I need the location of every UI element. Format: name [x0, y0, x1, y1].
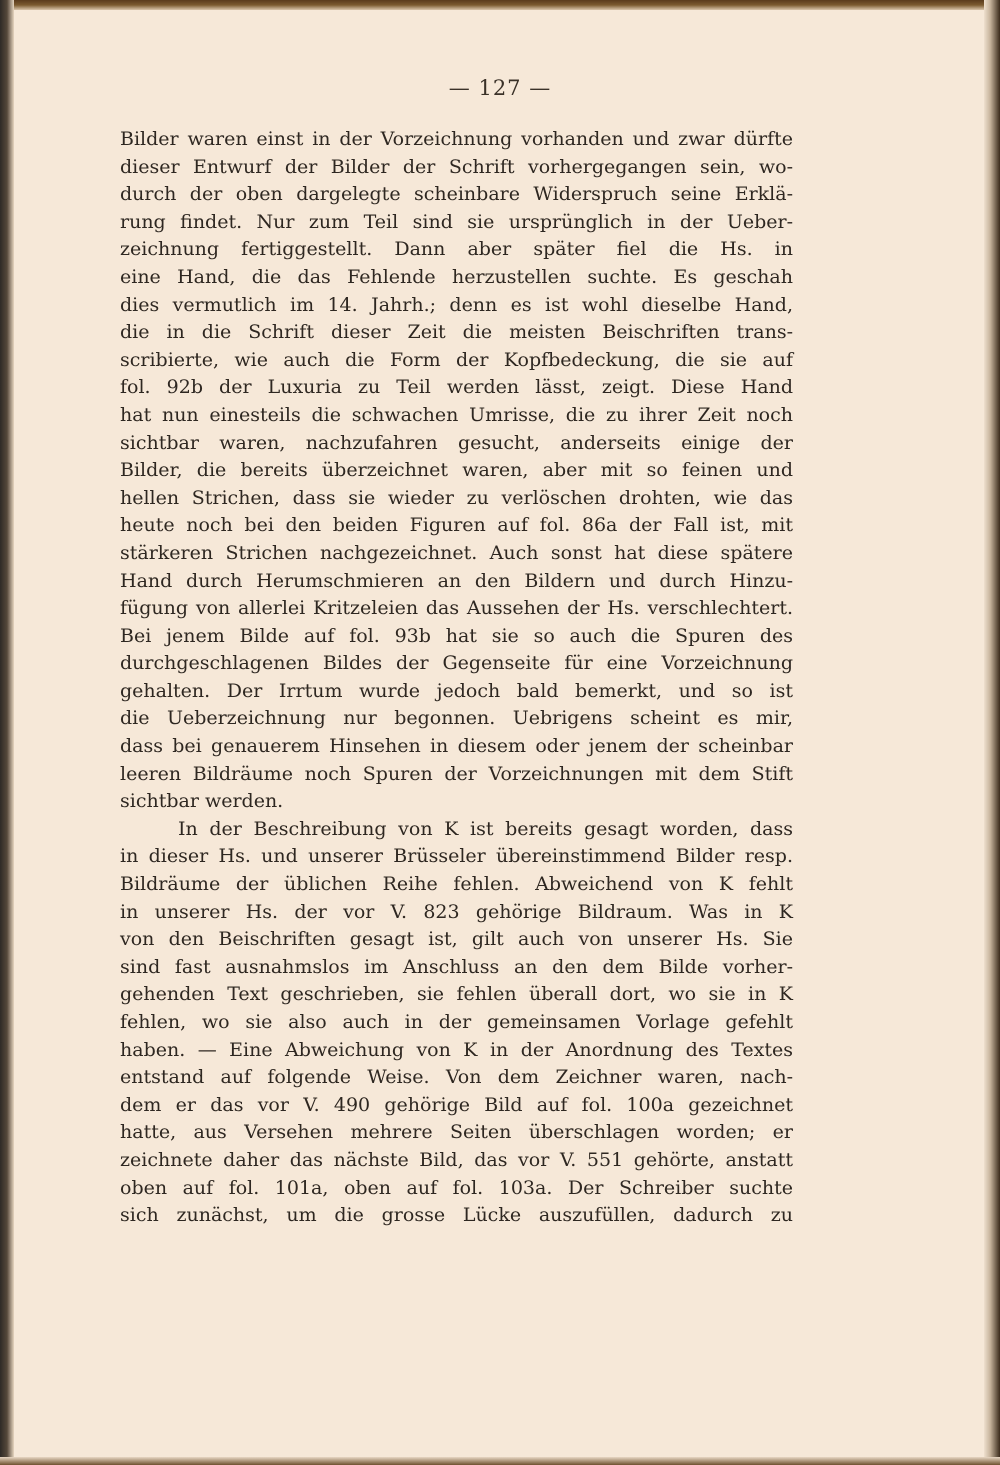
text-line: gehalten. Der Irrtum wurde jedoch bald bemerkt, und so ist	[120, 679, 793, 702]
text-line: sind fast ausnahmslos im Anschluss an den dem Bilde vorher-	[120, 955, 793, 978]
text-line: sichtbar waren, nachzufahren gesucht, anderseits einige der	[120, 431, 793, 454]
text-line: die Ueberzeichnung nur begonnen. Uebrigens scheint es mir,	[120, 707, 793, 730]
text-line: scribierte, wie auch die Form der Kopfbedeckung, die sie auf	[120, 348, 793, 371]
text-line: entstand auf folgende Weise. Von dem Zeichner waren, nach-	[120, 1066, 793, 1089]
text-line: in dieser Hs. und unserer Brüsseler übereinstimmend Bilder resp.	[120, 845, 793, 868]
text-line: fügung von allerlei Kritzeleien das Aussehen der Hs. verschlechtert.	[120, 597, 793, 620]
text-line: fehlen, wo sie also auch in der gemeinsamen Vorlage gefehlt	[120, 1011, 793, 1033]
text-line: zeichnung fertiggestellt. Dann aber später fiel die Hs. in	[120, 238, 793, 261]
text-line: dies vermutlich im 14. Jahrh.; denn es ist wohl dieselbe Hand,	[120, 293, 793, 316]
text-line: hellen Strichen, dass sie wieder zu verlöschen drohten, wie das	[120, 486, 793, 509]
text-line: dieser Entwurf der Bilder der Schrift vorhergegangen sein, wo-	[120, 155, 793, 178]
text-line: Hand durch Herumschmieren an den Bildern und durch Hinzu-	[120, 569, 793, 592]
text-line: fol. 92b der Luxuria zu Teil werden lässt, zeigt. Diese Hand	[120, 376, 793, 399]
paragraph	[120, 126, 793, 816]
text-line: zeichnete daher das nächste Bild, das vor V. 551 gehörte, anstatt	[120, 1148, 793, 1171]
page-top-edge	[0, 0, 1000, 10]
text-line: rung findet. Nur zum Teil sind sie ursprünglich in der Ueber-	[120, 210, 793, 233]
text-line: In der Beschreibung von K ist bereits gesagt worden, dass	[178, 817, 793, 840]
text-line: gehenden Text geschrieben, sie fehlen überall dort, wo sie in K	[120, 983, 793, 1006]
text-line: leeren Bildräume noch Spuren der Vorzeichnungen mit dem Stift	[120, 762, 793, 785]
text-line: in unserer Hs. der vor V. 823 gehörige Bildraum. Was in K	[120, 900, 793, 923]
text-line: hat nun einesteils die schwachen Umrisse, die zu ihrer Zeit noch	[120, 403, 793, 426]
page-bottom-edge	[0, 1457, 1000, 1465]
page-right-edge	[984, 0, 1000, 1465]
page-number: — 127 —	[448, 76, 552, 100]
text-line: dass bei genauerem Hinsehen in diesem oder jenem der scheinbar	[120, 735, 793, 758]
text-line: haben. — Eine Abweichung von K in der Anordnung des Textes	[120, 1038, 793, 1061]
text-line: heute noch bei den beiden Figuren auf fol. 86a der Fall ist, mit	[120, 514, 793, 537]
text-line: eine Hand, die das Fehlende herzustellen suchte. Es geschah	[120, 265, 793, 288]
text-line: von den Beischriften gesagt ist, gilt auch von unserer Hs. Sie	[120, 928, 793, 951]
text-line: sich zunächst, um die grosse Lücke auszufüllen, dadurch zu	[120, 1204, 793, 1227]
text-line: Bei jenem Bilde auf fol. 93b hat sie so auch die Spuren des	[120, 624, 793, 647]
text-line: oben auf fol. 101a, oben auf fol. 103a. Der Schreiber suchte	[120, 1176, 793, 1199]
text-line: durchgeschlagenen Bildes der Gegenseite für eine Vorzeichnung	[120, 652, 793, 675]
text-line: stärkeren Strichen nachgezeichnet. Auch sonst hat diese spätere	[120, 541, 793, 564]
text-line: Bildräume der üblichen Reihe fehlen. Abweichend von K fehlt	[120, 873, 793, 896]
text-line: hatte, aus Versehen mehrere Seiten überschlagen worden; er	[120, 1121, 793, 1144]
text-line: Bilder waren einst in der Vorzeichnung vorhanden und zwar dürfte	[120, 128, 793, 150]
text-line: Bilder, die bereits überzeichnet waren, aber mit so feinen und	[120, 459, 793, 482]
text-line: durch der oben dargelegte scheinbare Widerspruch seine Erklä-	[120, 183, 793, 206]
text-line: die in die Schrift dieser Zeit die meisten Beischriften trans-	[120, 321, 793, 344]
page-left-edge	[0, 0, 14, 1465]
paragraph	[120, 816, 793, 1230]
body-text	[120, 126, 793, 1230]
text-line: sichtbar werden.	[120, 790, 284, 813]
text-line: dem er das vor V. 490 gehörige Bild auf fol. 100a gezeichnet	[120, 1093, 793, 1116]
